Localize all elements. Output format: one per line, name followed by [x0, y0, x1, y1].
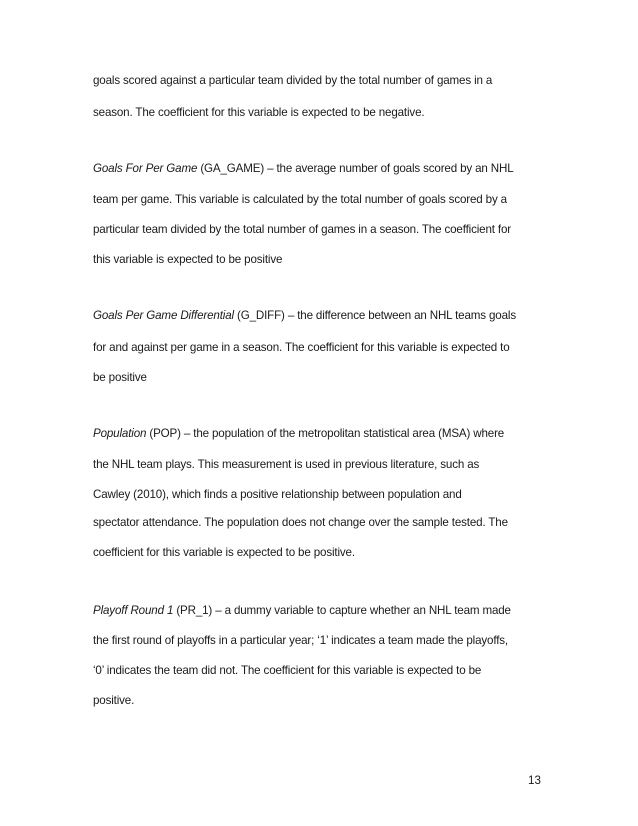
text-line: coefficient for this variable is expected to be positive. [93, 546, 355, 559]
text-line: for and against per game in a season. The coefficient for this variable is expected to [93, 341, 510, 354]
page-number: 13 [528, 774, 541, 787]
term-goals-per-game-differential: Goals Per Game Differential [93, 309, 234, 322]
text-line: goals scored against a particular team divided by the total number of games in a [93, 74, 493, 87]
text-line: team per game. This variable is calculated by the total number of goals scored by a [93, 193, 507, 206]
term-goals-for-per-game: Goals For Per Game [93, 162, 198, 175]
text-line: Cawley (2010), which finds a positive relationship between population and [93, 488, 462, 501]
term-population: Population [93, 427, 147, 440]
term-line-goals-per-game-differential: Goals Per Game Differential (G_DIFF) – the difference between an NHL teams goals [93, 309, 516, 322]
text-line: the first round of playoffs in a particular year; ‘1’ indicates a team made the playoffs, [93, 634, 508, 647]
term-line-playoff-round-1: Playoff Round 1 (PR_1) – a dummy variable to capture whether an NHL team made [93, 604, 511, 617]
text-line: be positive [93, 371, 147, 384]
text-line: this variable is expected to be positive [93, 253, 283, 266]
term-line-population: Population (POP) – the population of the metropolitan statistical area (MSA) where [93, 427, 505, 440]
term-playoff-round-1: Playoff Round 1 [93, 604, 174, 617]
term-line-goals-for-per-game: Goals For Per Game (GA_GAME) – the average number of goals scored by an NHL [93, 162, 514, 175]
text-line: particular team divided by the total number of games in a season. The coefficient for [93, 223, 511, 236]
text-line: the NHL team plays. This measurement is used in previous literature, such as [93, 458, 480, 471]
text-line: ‘0’ indicates the team did not. The coefficient for this variable is expected to be [93, 664, 482, 677]
text-line: spectator attendance. The population does not change over the sample tested. The [93, 516, 508, 529]
text-line: season. The coefficient for this variable is expected to be negative. [93, 106, 425, 119]
text-line: positive. [93, 694, 135, 707]
